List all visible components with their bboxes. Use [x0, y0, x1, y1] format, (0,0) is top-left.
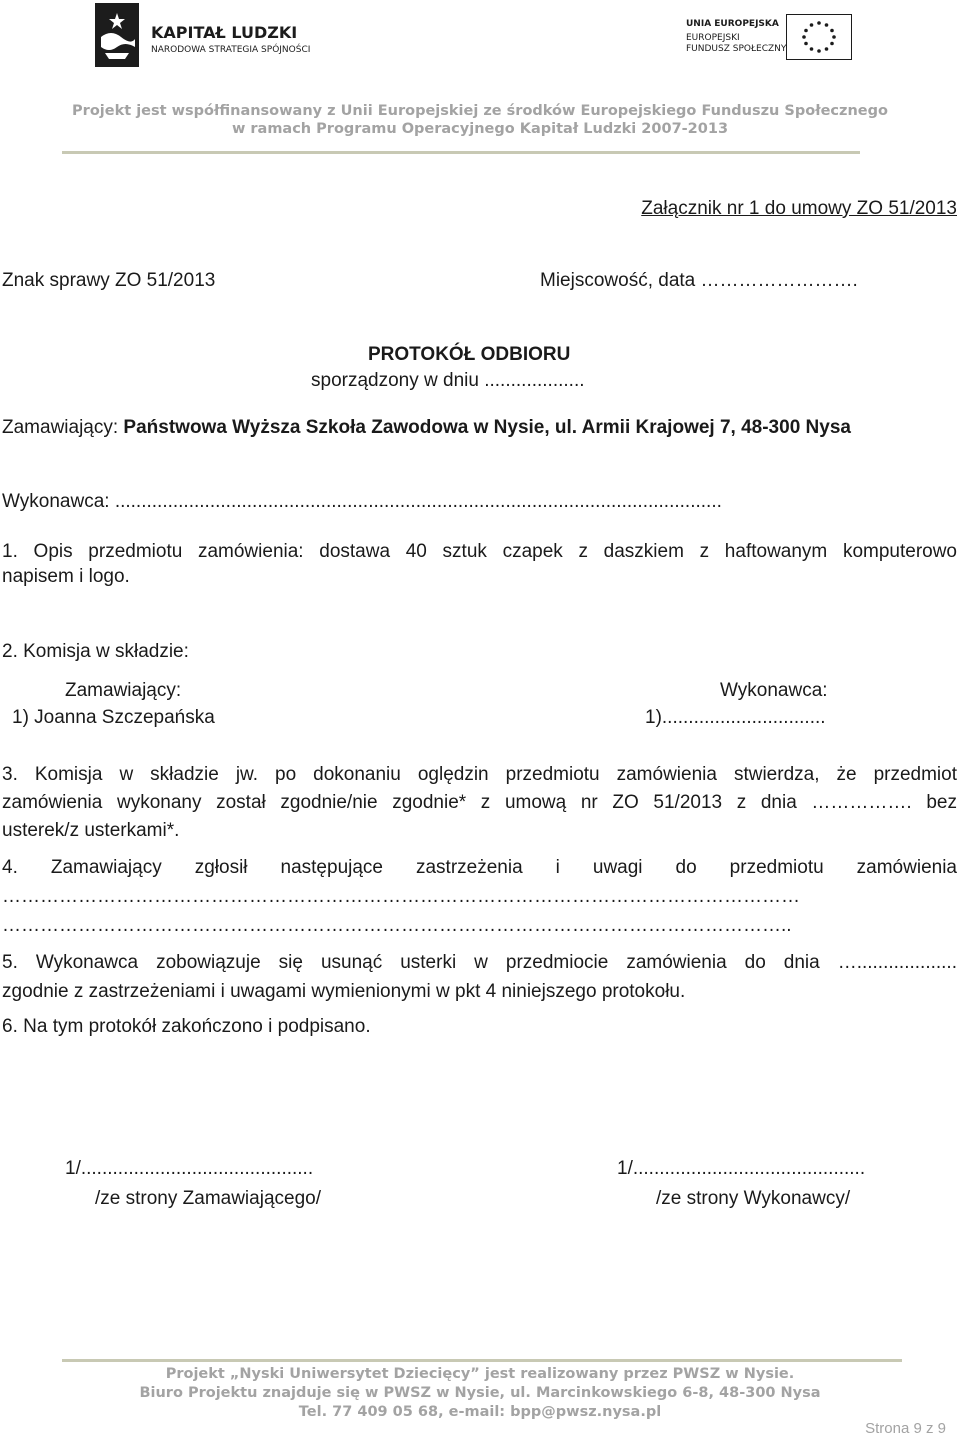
signature-line-contractor: 1/............................................ [617, 1158, 866, 1179]
committee-contractor-member: 1)............................... [645, 707, 826, 728]
signature-line-ordering: 1/............................................ [65, 1158, 314, 1179]
item5-line1: 5. Wykonawca zobowiązuje się usunąć usterki w przedmiocie zamówienia do dnia …................... [2, 952, 957, 973]
item3-line3: usterek/z usterkami*. [2, 820, 180, 841]
footer-office-line: Biuro Projektu znajduje się w PWSZ w Nysie, ul. Marcinkowskiego 6-8, 48-300 Nysa [139, 1385, 821, 1401]
item4-line2: ……………………………………………………………………………………………………………… [2, 886, 800, 907]
ordering-party-label: Zamawiający: [2, 417, 124, 438]
item2-committee: 2. Komisja w składzie: [2, 641, 189, 662]
attachment-note: Załącznik nr 1 do umowy ZO 51/2013 [641, 198, 957, 219]
footer-rule [62, 1359, 902, 1362]
eu-logo-line3: FUNDUSZ SPOŁECZNY [686, 44, 787, 54]
header-rule [62, 151, 860, 154]
ordering-party-value: Państwowa Wyższa Szkoła Zawodowa w Nysie, ul. Armii Krajowej 7, 48-300 Nysa [123, 417, 851, 438]
item4-line3: …………………………………………………………………………………………………………….. [2, 915, 792, 936]
kapital-ludzki-emblem-icon [95, 3, 139, 67]
kapital-ludzki-logo [95, 3, 315, 67]
footer-contact-line: Tel. 77 409 05 68, e-mail: bpp@pwsz.nysa.pl [298, 1404, 662, 1420]
item3-line1: 3. Komisja w składzie jw. po dokonaniu oględzin przedmiotu zamówienia stwierdza, że przedmiot [2, 764, 957, 785]
item5-line2: zgodnie z zastrzeżeniami i uwagami wymienionymi w pkt 4 niniejszego protokołu. [2, 981, 686, 1002]
footer-project-line: Projekt „Nyski Uniwersytet Dziecięcy” jest realizowany przez PWSZ w Nysie. [165, 1366, 795, 1382]
header-cofinancing-line: Projekt jest współfinansowany z Unii Europejskiej ze środków Europejskiego Funduszu Społecznego [72, 103, 888, 119]
committee-ordering-member: 1) Joanna Szczepańska [12, 707, 215, 728]
place-date: Miejscowość, data ……………………. [540, 270, 858, 291]
item1-line2: napisem i logo. [2, 566, 130, 587]
ordering-party [2, 417, 851, 439]
eu-flag-icon [786, 14, 852, 60]
signature-label-contractor: /ze strony Wykonawcy/ [656, 1188, 851, 1209]
eu-logo [686, 14, 866, 62]
eu-logo-line2: EUROPEJSKI [686, 33, 740, 43]
eu-logo-line1: UNIA EUROPEJSKA [686, 19, 779, 29]
item1-line1: 1. Opis przedmiotu zamówienia: dostawa 40 sztuk czapek z daszkiem z haftowanym komputerowo [2, 541, 957, 562]
item6-closing: 6. Na tym protokół zakończono i podpisano. [2, 1016, 371, 1037]
drawn-up-date: sporządzony w dniu ................... [311, 370, 585, 391]
header-programme-line: w ramach Programu Operacyjnego Kapitał Ludzki 2007-2013 [231, 121, 729, 137]
contractor-line: Wykonawca: ................................................................................................................... [2, 491, 722, 512]
committee-ordering-heading: Zamawiający: [65, 680, 182, 701]
signature-label-ordering: /ze strony Zamawiającego/ [95, 1188, 321, 1209]
kapital-ludzki-title: KAPITAŁ LUDZKI [151, 23, 298, 42]
case-number: Znak sprawy ZO 51/2013 [2, 270, 216, 291]
page-number: Strona 9 z 9 [865, 1420, 946, 1437]
committee-contractor-heading: Wykonawca: [720, 680, 828, 701]
item4-line1: 4. Zamawiający zgłosił następujące zastrzeżenia i uwagi do przedmiotu zamówienia [2, 857, 957, 878]
item3-line2: zamówienia wykonany został zgodnie/nie zgodnie* z umową nr ZO 51/2013 z dnia ……………. bez [2, 792, 957, 813]
kapital-ludzki-subtitle: NARODOWA STRATEGIA SPÓJNOŚCI [151, 45, 311, 55]
document-title: PROTOKÓŁ ODBIORU [368, 344, 571, 365]
